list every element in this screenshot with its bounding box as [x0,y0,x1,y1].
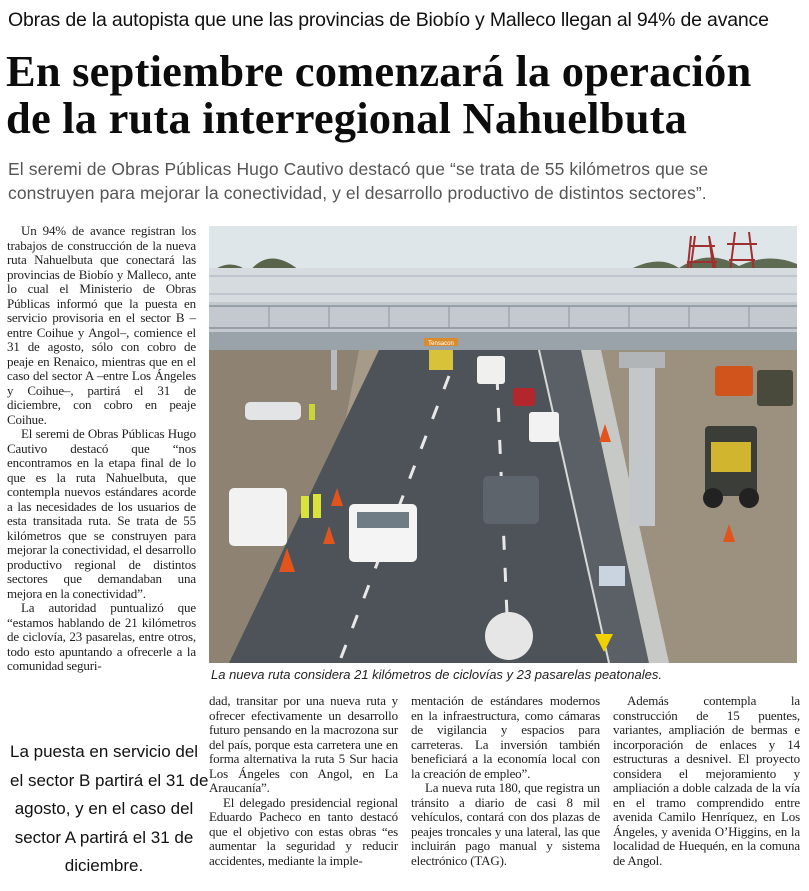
body-column-2 [209,694,398,868]
body-paragraph: El delegado presidencial regional Eduardo Pacheco en tanto destacó que el objetivo con estas obras “es aumentar la seguridad y reducir accidentes, mediante la imple- [209,794,398,868]
pull-quote [10,738,209,881]
photo-caption: La nueva ruta considera 21 kilómetros de ciclovías y 23 pasarelas peatonales. [211,667,662,682]
headline-line: de la ruta interregional Nahuelbuta [6,93,688,143]
deck-line: El seremi de Obras Públicas Hugo Cautivo destacó que “se trata de 55 kilómetros que se [8,159,709,179]
body-column-1 [7,224,196,674]
article-headline [6,48,806,142]
body-paragraph: La nueva ruta 180, que registra un tránsito a diario de casi 8 mil vehículos, contará con dos plazas de peajes troncales y una lateral, las que incluirán pago manual y sistema electrónico (TAG). [411,780,600,868]
body-column-4 [613,694,800,868]
pull-quote-line: La puesta en servicio del [10,742,199,761]
body-paragraph: Además contempla la construcción de 15 puentes, variantes, ampliación de bermas e incorporación de enlaces y 14 estructuras a desnivel. El proyecto considera el mejoramiento y ampliación a doble calzada de la vía en el tramo comprendido entre avenida Camilo Henríquez, en Los Ángeles, y avenida O’Higgins, en la localidad de Huequén, en la comuna de Angol. [613,693,800,868]
article-photo [209,226,797,663]
pull-quote-line: el sector B partirá el 31 de [10,770,209,790]
pull-quote-line: sector A partirá el 31 de [14,827,194,847]
body-paragraph: La autoridad puntualizó que “estamos hablando de 21 kilómetros de ciclovía, 23 pasarelas, entre otros, todo esto apuntando a ofrecerle a la comunidad seguri- [7,600,196,673]
pull-quote-line: diciembre. [64,856,144,875]
pull-quote-line: agosto, y en el caso del [14,799,194,818]
body-column-3 [411,694,600,868]
headline-line: En septiembre comenzará la operación [6,46,752,96]
overhead-sign-text: Tensacon [428,341,454,347]
body-paragraph: Un 94% de avance registran los trabajos de construcción de la nueva ruta Nahuelbuta que conectará las provincias de Biobío y Malleco, ante lo cual el Ministerio de Obras Públicas informó que la puesta en servicio provisoria en el sector B –entre Coihue y Angol–, comience el 31 de agosto, sólo con cobro de peaje en Renaico, mientras que en el caso del sector A –entre Los Ángeles y Coihue–, partirá el 31 de diciembre, con cobro en peaje Coihue. [7,223,196,427]
article-deck [8,157,803,205]
deck-line: construyen para mejorar la conectividad, y el desarrollo productivo de distintos sectores”. [8,183,707,203]
body-paragraph: El seremi de Obras Públicas Hugo Cautivo destacó que “nos encontramos en la etapa final de lo que es la ruta Nahuelbuta, que contempla nuevos estándares acorde a las necesidades de los usuarios de esta transitada ruta. Se trata de 55 kilómetros que se construyen para mejorar la conectividad, el desarrollo productivo regional de distintos sectores que demandaban una mejora en la conectividad”. [7,426,196,601]
body-paragraph: mentación de estándares modernos en la infraestructura, como cámaras de vigilancia y espacios para carreteras. La inversión también beneficiará a la economía local con la creación de empleo”. [411,693,600,781]
article-kicker: Obras de la autopista que une las provincias de Biobío y Malleco llegan al 94% de avance [8,9,769,31]
body-paragraph: dad, transitar por una nueva ruta y ofrecer efectivamente un desarrollo futuro pensando en la macrozona sur del país, porque esta carretera une en forma alternativa la ruta 5 Sur hacia Los Ángeles con Angol, en La Araucanía”. [209,693,398,795]
